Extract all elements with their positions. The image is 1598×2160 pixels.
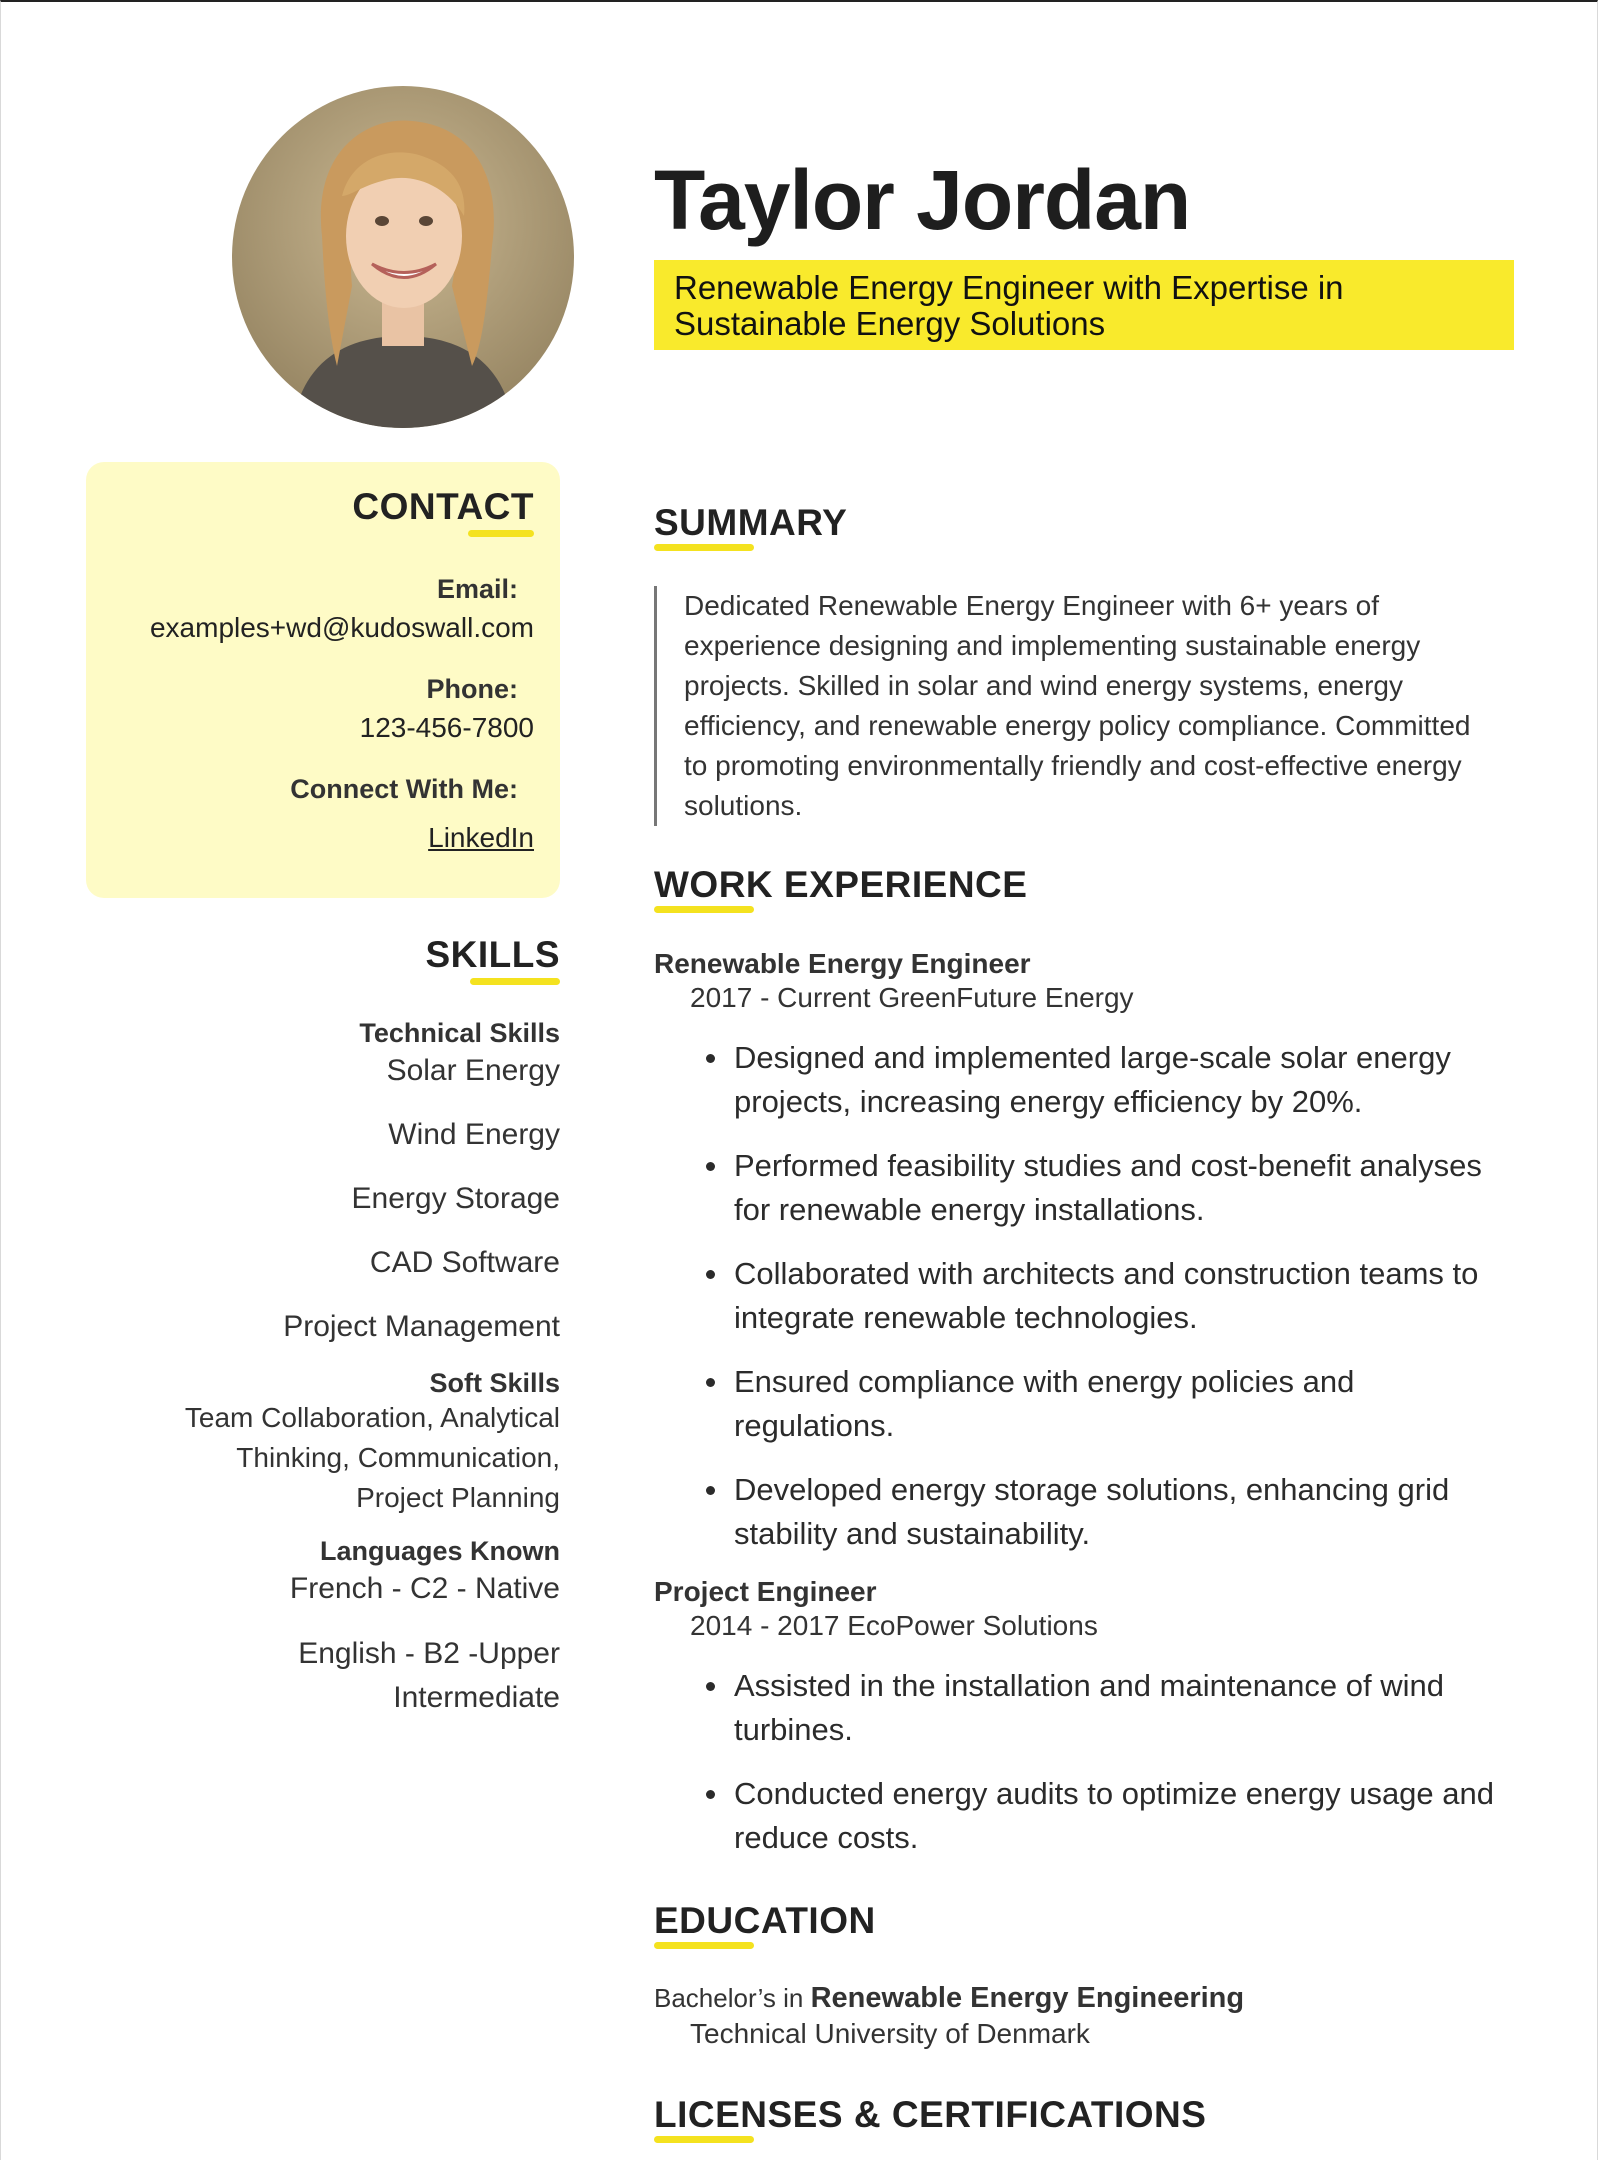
summary-heading: SUMMARY: [654, 502, 848, 543]
email-label: Email:: [436, 574, 518, 604]
bullet-item: Assisted in the installation and maintenance of wind turbines.: [690, 1664, 1520, 1752]
soft-skills-line: Team Collaboration, Analytical: [184, 1402, 560, 1433]
email-value[interactable]: examples+wd@kudoswall.com: [149, 612, 534, 643]
soft-skills-label: Soft Skills: [429, 1368, 560, 1398]
contact-heading: CONTACT: [352, 486, 534, 527]
language-item: English - B2 -Upper: [298, 1637, 560, 1670]
skill-item: Project Management: [283, 1310, 560, 1343]
skills-heading-underline: [470, 978, 560, 985]
job-meta: 2017 - Current GreenFuture Energy: [690, 982, 1134, 1013]
skills-heading: SKILLS: [425, 934, 560, 975]
phone-value[interactable]: 123-456-7800: [359, 712, 534, 743]
contact-heading-underline: [468, 530, 534, 537]
connect-label: Connect With Me:: [290, 774, 518, 804]
bullet-item: Designed and implemented large-scale solar energy projects, increasing energy efficiency by 20%.: [690, 1036, 1520, 1124]
licenses-heading: LICENSES & CERTIFICATIONS: [654, 2094, 1207, 2135]
work-experience-heading: WORK EXPERIENCE: [654, 864, 1028, 905]
job-bullets: [690, 1036, 1520, 1576]
skill-item: Wind Energy: [388, 1118, 560, 1151]
language-item: French - C2 - Native: [289, 1572, 560, 1605]
job-title: Project Engineer: [654, 1576, 877, 1607]
education-heading: EDUCATION: [654, 1900, 876, 1941]
degree: [654, 1982, 1244, 2015]
bullet-item: Collaborated with architects and construction teams to integrate renewable technologies.: [690, 1252, 1520, 1340]
school-name: Technical University of Denmark: [690, 2018, 1090, 2049]
headline-banner: [654, 260, 1514, 350]
skill-item: Solar Energy: [386, 1054, 560, 1087]
summary-heading-underline: [654, 544, 754, 551]
soft-skills-line: Thinking, Communication,: [236, 1442, 560, 1473]
languages-label: Languages Known: [319, 1536, 560, 1566]
work-experience-heading-underline: [654, 906, 754, 913]
skill-item: CAD Software: [369, 1246, 560, 1279]
skill-item: Energy Storage: [351, 1182, 560, 1215]
bullet-item: Conducted energy audits to optimize energy usage and reduce costs.: [690, 1772, 1520, 1860]
bullet-item: Ensured compliance with energy policies and regulations.: [690, 1360, 1520, 1448]
degree-field: Renewable Energy Engineering: [810, 1982, 1245, 2014]
candidate-name: Taylor Jordan: [654, 153, 1191, 247]
job-bullets: [690, 1664, 1520, 1880]
phone-label: Phone:: [426, 674, 518, 704]
degree-prefix: Bachelor’s in: [654, 1983, 804, 2013]
summary-text: Dedicated Renewable Energy Engineer with 6+ years of experience designing and implementing sustainable energy projects. Skilled in solar and wind energy systems, energy efficiency, and renewable energy policy compliance. Committed to promoting environmentally friendly and cost-effective energy solutions.: [654, 586, 1494, 826]
linkedin-link[interactable]: LinkedIn: [428, 822, 534, 853]
job-title: Renewable Energy Engineer: [654, 948, 1031, 979]
education-heading-underline: [654, 1942, 754, 1949]
soft-skills-line: Project Planning: [356, 1482, 560, 1513]
profile-photo: [232, 86, 574, 428]
soft-skills-text: [140, 1398, 560, 1518]
bullet-item: Developed energy storage solutions, enhancing grid stability and sustainability.: [690, 1468, 1520, 1556]
profile-photo-illustration: [232, 86, 574, 428]
job-meta: 2014 - 2017 EcoPower Solutions: [690, 1610, 1098, 1641]
headline-line-2: Sustainable Energy Solutions: [674, 305, 1106, 342]
licenses-heading-underline: [654, 2136, 754, 2143]
headline-line-1: Renewable Energy Engineer with Expertise in: [674, 269, 1344, 306]
bullet-item: Performed feasibility studies and cost-benefit analyses for renewable energy installations.: [690, 1144, 1520, 1232]
contact-panel: [86, 462, 560, 898]
language-item-continued: Intermediate: [393, 1681, 560, 1714]
technical-skills-label: Technical Skills: [359, 1018, 560, 1048]
